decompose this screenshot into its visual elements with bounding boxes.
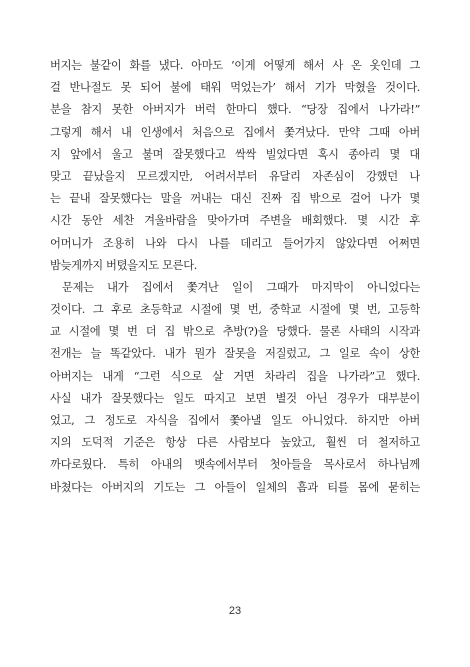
text-line: 사실 내가 잘못했다는 일도 따지고 보면 별것 아닌 경우가 대부분이 xyxy=(50,391,420,405)
text-line: 분을 참지 못한 아버지가 버럭 한마디 했다. “당장 집에서 나가라!” xyxy=(50,103,420,117)
text-line: 걸 반나절도 못 되어 불에 태워 먹었는가’ 해서 기가 막혔을 것이다. xyxy=(50,81,420,95)
text-line: 는 끝내 잘못했다는 말을 꺼내는 대신 진짜 집 밖으로 걸어 나가 몇 xyxy=(50,192,420,206)
text-line: 맞고 끝났을지 모르겠지만, 어려서부터 유달리 자존심이 강했던 나 xyxy=(50,169,420,183)
text-line: 었고, 그 정도로 자식을 집에서 쫓아낼 일도 아니었다. 하지만 아버 xyxy=(50,414,420,427)
text-line: 지의 도덕적 기준은 항상 다른 사람보다 높았고, 훨씬 더 철저하고 xyxy=(50,436,420,450)
text-line: 밤늦게까지 버텼을지도 모른다. xyxy=(50,258,198,272)
text-line: 문제는 내가 집에서 쫓겨난 일이 그때가 마지막이 아니었다는 xyxy=(62,280,420,294)
text-line: 아버지는 내게 “그런 식으로 살 거면 차라리 집을 나가라”고 했다. xyxy=(50,369,420,383)
text-line: 시간 동안 세찬 겨울바람을 맞아가며 주변을 배회했다. 몇 시간 후 xyxy=(50,214,420,228)
text-line: 것이다. 그 후로 초등학교 시절에 몇 번, 중학교 시절에 몇 번, 고등학 xyxy=(50,303,420,317)
text-line: 교 시절에 몇 번 더 집 밖으로 추방(?)을 당했다. 물론 사태의 시작과 xyxy=(50,325,420,339)
paragraph-1 xyxy=(50,55,420,277)
paragraph-2 xyxy=(50,277,420,499)
text-line: 지 앞에서 울고 불며 잘못했다고 싹싹 빌었다면 혹시 종아리 몇 대 xyxy=(50,147,420,161)
text-line: 그렇게 해서 내 인생에서 처음으로 집에서 쫓겨났다. 만약 그때 아버 xyxy=(50,125,420,139)
text-line: 어머니가 조용히 나와 다시 나를 데리고 들어가지 않았다면 어쩌면 xyxy=(50,236,420,250)
page-number: 23 xyxy=(228,605,242,617)
text-line: 까다로웠다. 특히 아내의 뱃속에서부터 첫아들을 목사로서 하나님께 xyxy=(50,458,420,472)
text-line: 버지는 불같이 화를 냈다. 아마도 ‘이게 어떻게 해서 사 온 옷인데 그 xyxy=(50,59,420,72)
text-line: 전개는 늘 똑같았다. 내가 뭔가 잘못을 저질렀고, 그 일로 속이 상한 xyxy=(50,347,420,361)
body-text xyxy=(50,55,420,499)
text-line: 바쳤다는 아버지의 기도는 그 아들이 일체의 흠과 티를 몸에 묻히는 xyxy=(50,480,420,494)
